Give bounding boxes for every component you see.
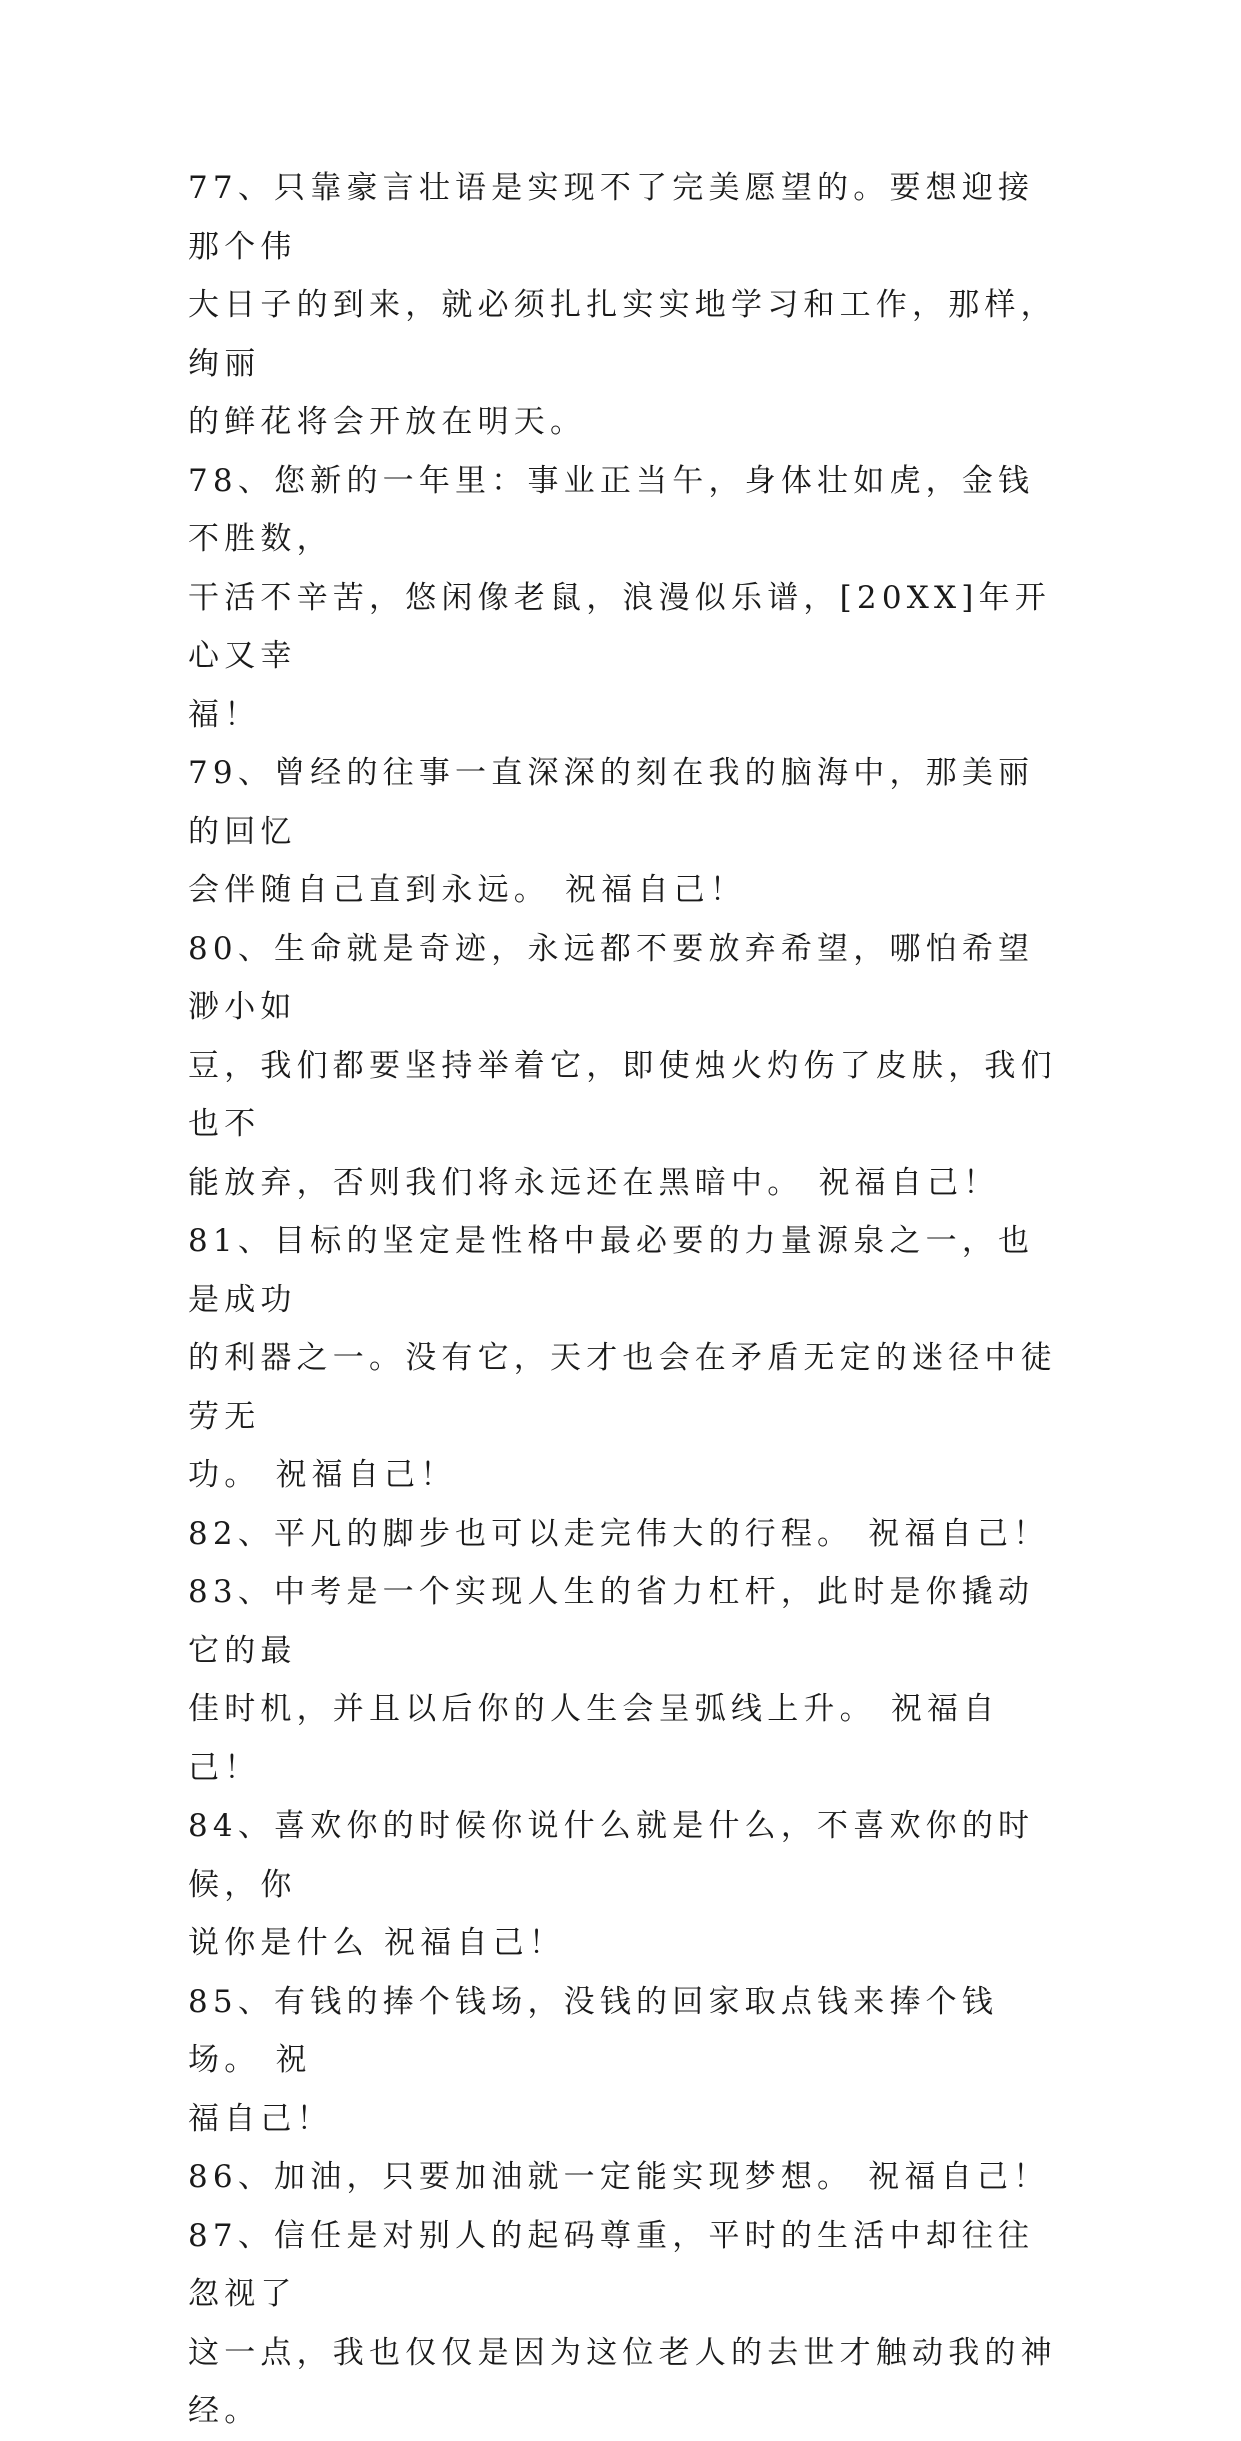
paragraph-82: 82、平凡的脚步也可以走完伟大的行程。 祝福自己！: [188, 1515, 1050, 1552]
paragraph-77: 77、只靠豪言壮语是实现不了完美愿望的。要想迎接那个伟 大日子的到来，就必须扎扎实实地学习和工作，那样，绚丽 的鲜花将会开放在明天。: [188, 170, 1057, 440]
paragraph-86: 86、加油，只要加油就一定能实现梦想。 祝福自己！: [188, 2159, 1050, 2195]
paragraph-85: 85、有钱的捧个钱场，没钱的回家取点钱来捧个钱场。 祝 福自己！: [188, 1983, 999, 2137]
paragraph-78: 78、您新的一年里：事业正当午，身体壮如虎，金钱不胜数， 干活不辛苦，悠闲像老鼠，浪漫似乐谱，[20XX]年开心又幸 福！: [188, 462, 1051, 733]
paragraph-80: 80、生命就是奇迹，永远都不要放弃希望，哪怕希望渺小如 豆，我们都要坚持举着它，即使烛火灼伤了皮肤，我们也不 能放弃，否则我们将永远还在黑暗中。 祝福自己！: [188, 930, 1057, 1201]
paragraph-81: 81、目标的坚定是性格中最必要的力量源泉之一，也是成功 的利器之一。没有它，天才也会在矛盾无定的迷径中徒劳无 功。 祝福自己！: [188, 1223, 1057, 1493]
paragraph-87: 87、信任是对别人的起码尊重，平时的生活中却往往忽视了 这一点，我也仅仅是因为这位老人的去世才触动我的神经。: [188, 2217, 1057, 2429]
paragraph-84: 84、喜欢你的时候你说什么就是什么，不喜欢你的时候，你 说你是什么 祝福自己！: [188, 1808, 1035, 1961]
document-body: [188, 159, 1068, 2441]
paragraph-83: 83、中考是一个实现人生的省力杠杆，此时是你撬动它的最 佳时机，并且以后你的人生会呈弧线上升。 祝福自己！: [188, 1574, 1035, 1786]
paragraph-79: 79、曾经的往事一直深深的刻在我的脑海中，那美丽的回忆 会伴随自己直到永远。 祝福自己！: [188, 755, 1035, 908]
